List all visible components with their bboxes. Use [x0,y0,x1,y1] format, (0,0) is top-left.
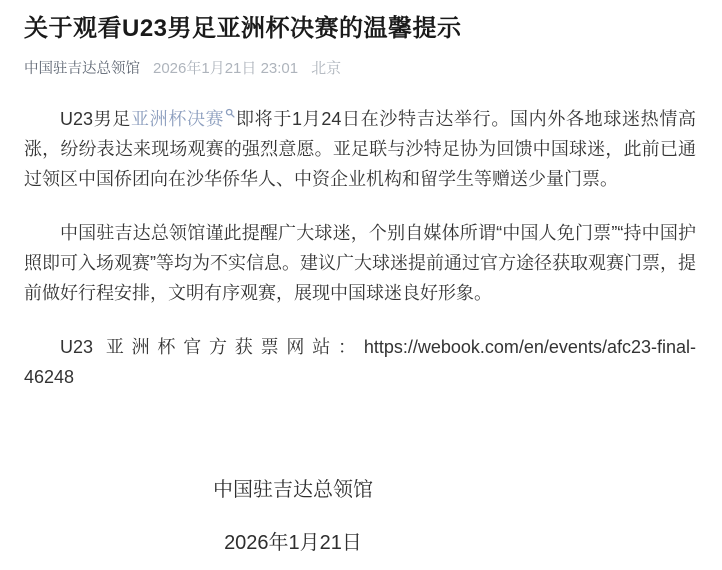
page-title: 关于观看U23男足亚洲杯决赛的温馨提示 [24,15,462,42]
signature-date: 2026年1月21日 [224,532,362,554]
publish-time: 2026年1月21日 23:01 [153,60,299,77]
source-name[interactable]: 中国驻吉达总领馆 [24,61,140,77]
ticket-site-label: U23 亚洲杯官方获票网站： [60,337,364,357]
byline [24,58,696,80]
signature-block [24,476,562,557]
entity-link-asian-cup-final[interactable] [131,109,235,129]
article-body [24,104,696,392]
paragraph-3 [24,332,696,392]
search-icon [225,102,235,122]
paragraph-1-text-before: U23男足 [60,109,132,129]
ticket-site-url-line1: https://webook.com/en/events/afc23-final- [363,337,696,357]
publish-location: 北京 [311,60,342,77]
entity-link-label: 亚洲杯决赛 [131,109,225,129]
paragraph-1 [24,104,696,194]
paragraph-2: 中国驻吉达总领馆谨此提醒广大球迷，个别自媒体所谓“中国人免门票”“持中国护照即可入场观赛”等均为不实信息。建议广大球迷提前通过官方途径获取观赛门票，提前做好行程安排，文明有序观赛，展现中国球迷良好形象。 [24,223,696,303]
paragraph-1-text-after: 即将于1月24日在沙特吉达举行。国内外各地球迷热情高涨，纷纷表达来现场观赛的强烈意愿。亚足联与沙特足协为回馈中国球迷，此前已通过领区中国侨团向在沙华侨华人、中资企业机构和留学生等赠送少量门票。 [24,109,696,189]
signature-name: 中国驻吉达总领馆 [213,479,373,501]
ticket-site-url-line2: 46248 [24,367,75,387]
